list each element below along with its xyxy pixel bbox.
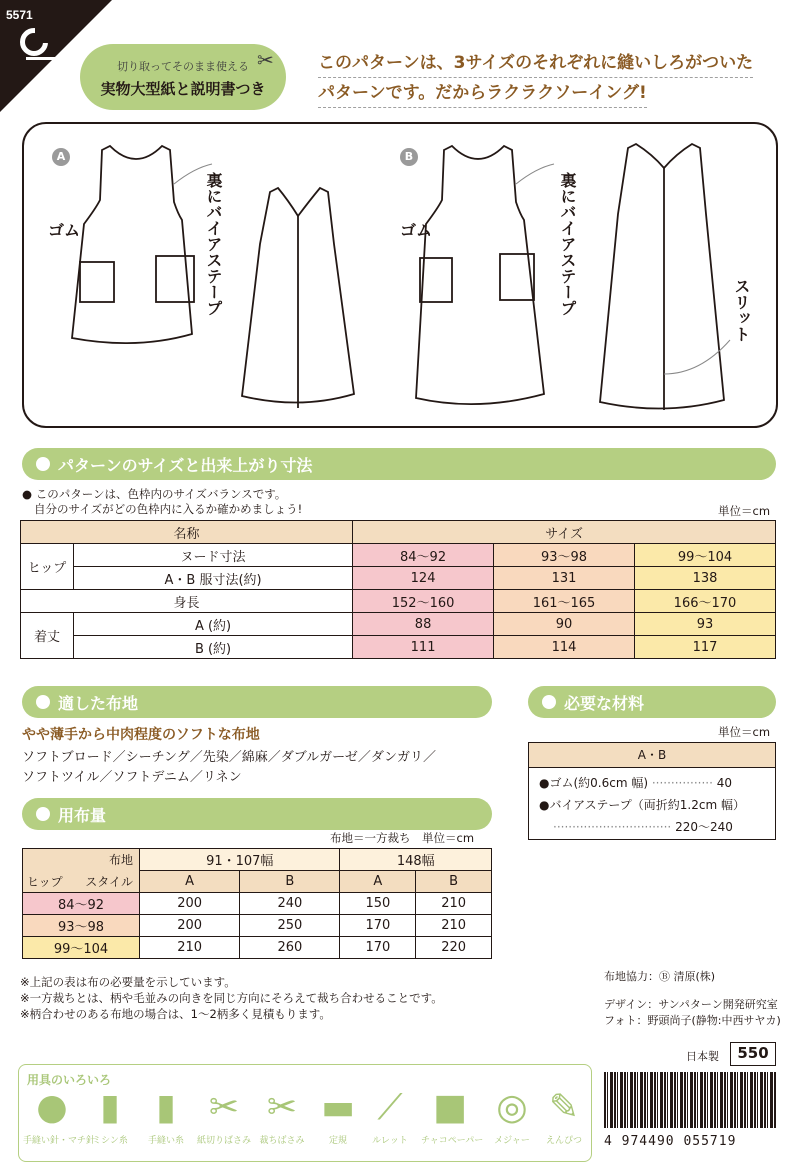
barcode-number: 4 974490 055719 [604, 1134, 737, 1149]
tagline [318, 50, 788, 110]
pencil-icon: ✎ [548, 1087, 580, 1128]
corner-style: スタイル [85, 875, 133, 889]
yardage-note1: ※上記の表は布の必要量を示しています。 [20, 975, 236, 989]
scissors-icon: ✂ [266, 1087, 298, 1128]
thread-spool-icon: ▮ [156, 1087, 176, 1128]
a-l: 93 [635, 613, 776, 636]
tool-ruler [309, 1083, 367, 1146]
style-a-2: A [340, 871, 416, 893]
yardage-table [22, 848, 492, 959]
tool-fabric-scissors [253, 1083, 311, 1146]
table-row [23, 937, 492, 959]
row-height: 身長 [21, 590, 353, 613]
value-cell: 240 [240, 893, 340, 915]
pocket-b-left [420, 258, 452, 302]
value-cell: 170 [340, 937, 416, 959]
tool-paper-scissors [195, 1083, 253, 1146]
yardage-note3: ※柄合わせのある布地の場合は、1〜2柄多く見積もります。 [20, 1007, 331, 1021]
dress-illustrations [24, 124, 776, 426]
nude-s: 84〜92 [353, 544, 494, 567]
scissors-icon: ✂ [257, 48, 274, 72]
section-dot-icon [36, 807, 50, 821]
value-cell: 210 [416, 915, 492, 937]
yardage-note2: ※一方裁ちとは、柄や毛並みの向きを同じ方向にそろえて裁ち合わせることです。 [20, 991, 443, 1005]
yardage-unit: 布地＝一方裁ち 単位＝cm [330, 831, 475, 845]
table-row [23, 915, 492, 937]
materials-head: A・B [529, 743, 775, 768]
material-bias: ●バイアステープ（両折約1.2cm 幅） [539, 798, 745, 812]
label-gomu-a: ゴム [48, 221, 81, 240]
style-b-1: B [240, 871, 340, 893]
width-148: 148幅 [340, 849, 492, 871]
made-in-japan: 日本製 [686, 1050, 719, 1063]
material-bias-val: 220〜240 [675, 820, 733, 834]
tool-chalk-paper [421, 1083, 484, 1146]
tool-label: えんぴつ [545, 1136, 582, 1146]
value-cell: 260 [240, 937, 340, 959]
variant-a-marker: A [52, 148, 70, 166]
credit-fabric: 布地協力：Ⓑ 清原(株) [604, 970, 716, 983]
tagline-line1: このパターンは、3サイズのそれぞれに縫いしろがついた [318, 50, 753, 78]
illustration-panel [22, 122, 778, 428]
table-row [23, 893, 492, 915]
tool-label: ミシン糸 [92, 1136, 128, 1146]
credit-photo: フォト：野頭尚子(静物:中西サヤカ) [604, 1014, 781, 1027]
label-gomu-b: ゴム [400, 221, 433, 240]
garment-s: 124 [353, 567, 494, 590]
section-title-materials: 必要な材料 [564, 694, 645, 713]
b-s: 111 [353, 636, 494, 659]
section-dot-icon [36, 695, 50, 709]
section-title-yardage: 用布量 [58, 806, 107, 825]
section-title-fabric: 適した布地 [58, 694, 139, 713]
tool-pins [23, 1083, 96, 1146]
dress-a-front [72, 146, 192, 343]
section-title-size: パターンのサイズと出来上がり寸法 [58, 456, 313, 475]
tool-label: ルレット [372, 1136, 408, 1146]
garment-l: 138 [635, 567, 776, 590]
value-cell: 210 [140, 937, 240, 959]
section-dot-icon [542, 695, 556, 709]
label-bias-b: 裏にバイアステープ [558, 172, 577, 316]
materials-box: A・B ●ゴム(約0.6cm 幅) ················ 40 ●バイアステープ（両折約1.2cm 幅） ······························· 220〜240 [528, 742, 776, 840]
label-bias-a: 裏にバイアステープ [204, 172, 223, 316]
variant-b-marker: B [400, 148, 418, 166]
tool-label: 手縫い糸 [147, 1136, 184, 1146]
yardage-corner [23, 849, 140, 893]
tool-label: 定規 [328, 1136, 347, 1146]
value-cell: 170 [340, 915, 416, 937]
tape-measure-icon: ◎ [496, 1087, 528, 1128]
b-m: 114 [494, 636, 635, 659]
fabric-lead: やや薄手から中肉程度のソフトな布地 [22, 727, 260, 743]
col-name: 名称 [21, 521, 353, 544]
corner-hip: ヒップ [27, 875, 63, 889]
row-length: 着丈 [21, 613, 74, 659]
tool-tracing-wheel [361, 1083, 419, 1146]
row-a: A (約) [74, 613, 353, 636]
row-garment: A・B 服寸法(約) [74, 567, 353, 590]
section-header-materials [528, 686, 776, 718]
height-s: 152〜160 [353, 590, 494, 613]
tool-label: 裁ちばさみ [259, 1136, 305, 1146]
badge-line1: 切り取ってそのまま使える [117, 60, 249, 73]
value-cell: 200 [140, 893, 240, 915]
pocket-left [80, 262, 114, 302]
dress-b-front [416, 146, 544, 404]
tool-label: 手縫い針・マチ針 [23, 1136, 96, 1146]
value-cell: 210 [416, 893, 492, 915]
materials-unit: 単位＝cm [718, 725, 771, 739]
scissors-icon: ✂ [208, 1087, 240, 1128]
dress-b-back [600, 144, 724, 409]
row-b: B (約) [74, 636, 353, 659]
section-header-yardage [22, 798, 492, 830]
tool-measure [483, 1083, 541, 1146]
fabric-line2: ソフトツイル／ソフトデニム／リネン [22, 770, 242, 785]
credit-design: デザイン：サンパターン開発研究室 [604, 998, 778, 1011]
height-m: 161〜165 [494, 590, 635, 613]
nude-m: 93〜98 [494, 544, 635, 567]
size-unit: 単位＝cm [718, 504, 771, 518]
pincushion-icon: ● [36, 1087, 68, 1128]
value-cell: 250 [240, 915, 340, 937]
width-91: 91・107幅 [140, 849, 340, 871]
label-slit: スリット [732, 278, 751, 342]
tool-label: メジャー [494, 1136, 530, 1146]
tracing-wheel-icon: ⟋ [377, 1087, 403, 1128]
section-dot-icon [36, 457, 50, 471]
material-gomu: ●ゴム(約0.6cm 幅) [539, 776, 649, 790]
hip-cell: 93〜98 [23, 915, 140, 937]
size-table [20, 520, 776, 659]
size-note2: 自分のサイズがどの色枠内に入るか確かめましょう! [34, 502, 303, 516]
row-hip: ヒップ [21, 544, 74, 590]
chalk-paper-icon: ■ [432, 1087, 467, 1128]
section-header-size [22, 448, 776, 480]
nude-l: 99〜104 [635, 544, 776, 567]
pattern-code: 5571 [6, 8, 33, 22]
thread-spool-icon: ▮ [100, 1087, 120, 1128]
hip-cell: 99〜104 [23, 937, 140, 959]
corner-fabric: 布地 [108, 853, 133, 867]
value-cell: 150 [340, 893, 416, 915]
hip-cell: 84〜92 [23, 893, 140, 915]
garment-m: 131 [494, 567, 635, 590]
tools-panel [18, 1064, 592, 1162]
tool-hand-thread [137, 1083, 195, 1146]
height-l: 166〜170 [635, 590, 776, 613]
a-m: 90 [494, 613, 635, 636]
style-a-1: A [140, 871, 240, 893]
brand-logo-underline [26, 57, 58, 60]
material-gomu-val: 40 [716, 776, 732, 790]
feature-badge [80, 44, 286, 110]
tagline-line2: パターンです。だからラクラクソーイング! [318, 80, 647, 108]
value-cell: 200 [140, 915, 240, 937]
tool-machine-thread [81, 1083, 139, 1146]
brand-logo-icon [20, 28, 48, 56]
tool-pencil [535, 1083, 593, 1146]
tool-label: チャコペーパー [421, 1136, 484, 1146]
tools-title: 用具のいろいろ [27, 1073, 112, 1087]
size-note1: ● このパターンは、色枠内のサイズバランスです。 [22, 487, 287, 501]
row-nude: ヌード寸法 [74, 544, 353, 567]
b-l: 117 [635, 636, 776, 659]
price-box: 550 [730, 1042, 776, 1066]
fabric-line1: ソフトブロード／シーチング／先染／綿麻／ダブルガーゼ／ダンガリ／ [22, 750, 437, 765]
badge-line2: 実物大型紙と説明書つき [100, 80, 266, 98]
a-s: 88 [353, 613, 494, 636]
ruler-icon: ▬ [320, 1087, 355, 1128]
section-header-fabric [22, 686, 492, 718]
value-cell: 220 [416, 937, 492, 959]
tool-label: 紙切りばさみ [196, 1136, 251, 1146]
barcode [604, 1072, 776, 1128]
col-size: サイズ [353, 521, 776, 544]
style-b-2: B [416, 871, 492, 893]
